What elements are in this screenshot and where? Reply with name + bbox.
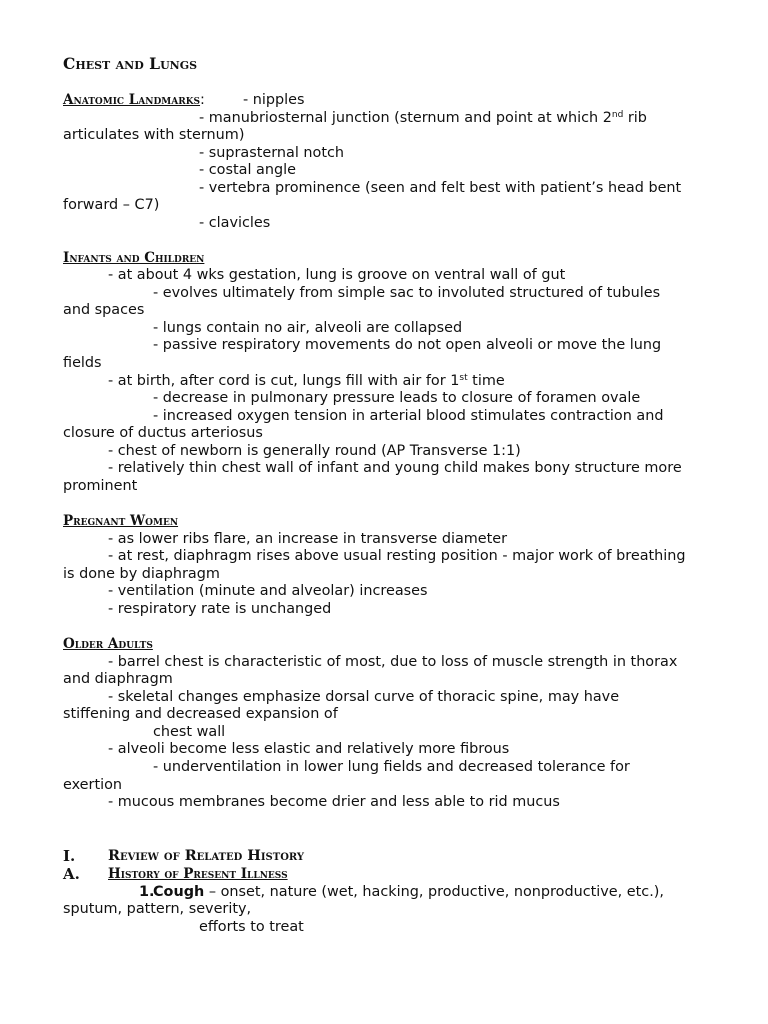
cough-item-text: Cough – onset, nature (wet, hacking, productive, nonproductive, etc.), [153,884,664,900]
landmarks-line-8: - clavicles [199,215,271,231]
older-line-2: and diaphragm [63,671,173,687]
infants-line-13: prominent [63,478,138,494]
older-line-5: chest wall [153,724,226,740]
landmarks-line-4: - suprasternal notch [199,145,345,161]
infants-line-8: - decrease in pulmonary pressure leads to closure of foramen ovale [153,390,641,406]
pregnant-line-3: is done by diaphragm [63,566,220,582]
older-line-6: - alveoli become less elastic and relatively more fibrous [108,741,510,757]
infants-line-11: - chest of newborn is generally round (AP Transverse 1:1) [108,443,521,459]
older-line-8: exertion [63,777,123,793]
infants-line-7: - at birth, after cord is cut, lungs fill with air for 1st time [108,373,505,389]
cough-item-line-2: sputum, pattern, severity, [63,901,252,917]
older-line-9: - mucous membranes become drier and less able to rid mucus [108,794,560,810]
pregnant-heading: Pregnant Women [63,513,179,529]
subsection-number: A. [63,865,80,883]
infants-line-12: - relatively thin chest wall of infant and young child makes bony structure more [108,460,682,476]
landmarks-line-7: forward – C7) [63,197,160,213]
review-number: I. [63,847,76,865]
pregnant-line-1: - as lower ribs flare, an increase in transverse diameter [108,531,508,547]
older-line-3: - skeletal changes emphasize dorsal curve of thoracic spine, may have [108,689,620,705]
landmarks-heading: Anatomic Landmarks [63,92,201,108]
landmarks-line-6: - vertebra prominence (seen and felt best with patient’s head bent [199,180,682,196]
infants-line-5: - passive respiratory movements do not open alveoli or move the lung [153,337,662,353]
older-heading: Older Adults [63,636,153,652]
landmarks-line-5: - costal angle [199,162,296,178]
landmarks-line-1: Anatomic Landmarks: - nipples [63,92,305,108]
subsection-heading: History of Present Illness [108,866,288,882]
cough-item-line-3: efforts to treat [199,919,304,935]
infants-line-3: and spaces [63,302,145,318]
infants-line-6: fields [63,355,102,371]
older-line-1: - barrel chest is characteristic of most, due to loss of muscle strength in thorax [108,654,678,670]
page-title: Chest and Lungs [63,54,198,73]
infants-line-2: - evolves ultimately from simple sac to involuted structured of tubules [153,285,661,301]
pregnant-line-5: - respiratory rate is unchanged [108,601,332,617]
landmarks-line-3: articulates with sternum) [63,127,245,143]
older-line-7: - underventilation in lower lung fields and decreased tolerance for [153,759,630,775]
infants-line-10: closure of ductus arteriosus [63,425,263,441]
cough-item-number: 1. [139,884,155,900]
infants-heading: Infants and Children [63,250,205,266]
pregnant-line-4: - ventilation (minute and alveolar) increases [108,583,428,599]
infants-line-4: - lungs contain no air, alveoli are collapsed [153,320,463,336]
older-line-4: stiffening and decreased expansion of [63,706,338,722]
infants-line-1: - at about 4 wks gestation, lung is groove on ventral wall of gut [108,267,566,283]
review-heading: Review of Related History [108,847,305,864]
infants-line-9: - increased oxygen tension in arterial blood stimulates contraction and [153,408,664,424]
pregnant-line-2: - at rest, diaphragm rises above usual resting position - major work of breathing [108,548,686,564]
